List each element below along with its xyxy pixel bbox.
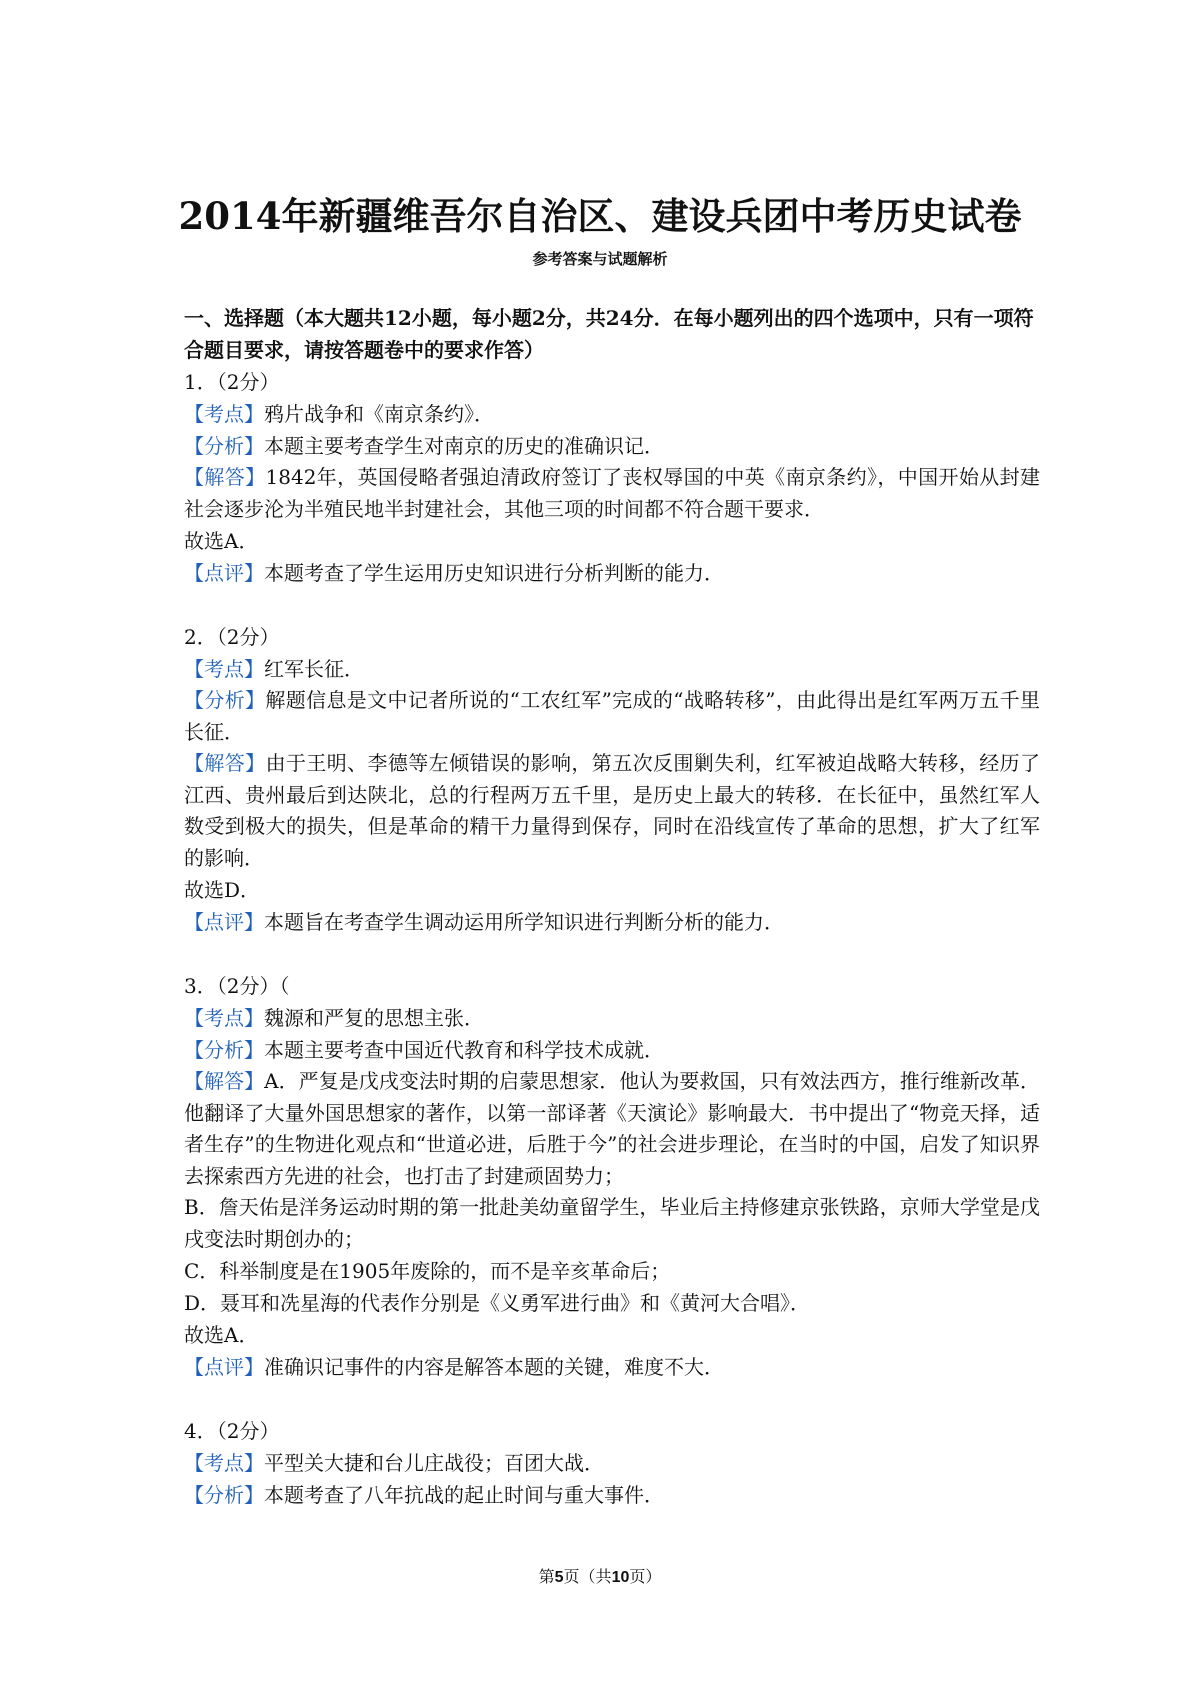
jieda-row bbox=[184, 1066, 1040, 1192]
kaodian-row bbox=[184, 1447, 1040, 1479]
question-number: 4．（2分） bbox=[184, 1419, 280, 1443]
question-4 bbox=[184, 1415, 1040, 1511]
answer-text: 故选A． bbox=[184, 529, 259, 553]
dianping-row bbox=[184, 906, 1040, 938]
footer-suffix: 页） bbox=[629, 1567, 662, 1586]
jieda-tag: 【解答】 bbox=[184, 1069, 265, 1093]
kaodian-text: 魏源和严复的思想主张． bbox=[264, 1006, 484, 1030]
page-subtitle: 参考答案与试题解析 bbox=[532, 250, 668, 268]
option-d-text: D．聂耳和冼星海的代表作分别是《义勇军进行曲》和《黄河大合唱》． bbox=[184, 1291, 811, 1315]
dianping-tag: 【点评】 bbox=[184, 1355, 264, 1379]
footer-page-number: 5 bbox=[554, 1569, 564, 1586]
jieda-row bbox=[184, 748, 1040, 874]
fenxi-text: 解题信息是文中记者所说的“工农红军”完成的“战略转移”，由此得出是红军两万五千里长征． bbox=[184, 688, 1040, 744]
jieda-text: 1842年，英国侵略者强迫清政府签订了丧权辱国的中英《南京条约》，中国开始从封建社会逐步沦为半殖民地半封建社会，其他三项的时间都不符合题干要求． bbox=[184, 465, 1040, 521]
fenxi-row bbox=[184, 1034, 1040, 1066]
answer-text: 故选D． bbox=[184, 878, 261, 902]
kaodian-text: 鸦片战争和《南京条约》． bbox=[264, 402, 494, 426]
fenxi-text: 本题考查了八年抗战的起止时间与重大事件． bbox=[264, 1483, 664, 1507]
dianping-text: 本题旨在考查学生调动运用所学知识进行判断分析的能力． bbox=[264, 910, 784, 934]
option-b-text: B．詹天佑是洋务运动时期的第一批赴美幼童留学生，毕业后主持修建京张铁路，京师大学堂是戊戌变法时期创办的； bbox=[184, 1195, 1040, 1251]
kaodian-row bbox=[184, 653, 1040, 685]
kaodian-tag: 【考点】 bbox=[184, 1006, 264, 1030]
page-content bbox=[184, 302, 1040, 1511]
page-footer bbox=[0, 1564, 1200, 1587]
footer-prefix: 第 bbox=[538, 1567, 555, 1586]
fenxi-row bbox=[184, 1479, 1040, 1511]
section-header: 一、选择题（本大题共12小题，每小题2分，共24分．在每小题列出的四个选项中，只有一项符合题目要求，请按答题卷中的要求作答） bbox=[184, 306, 1034, 362]
fenxi-tag: 【分析】 bbox=[184, 688, 266, 712]
dianping-text: 准确识记事件的内容是解答本题的关键，难度不大． bbox=[264, 1355, 724, 1379]
fenxi-text: 本题主要考查学生对南京的历史的准确识记． bbox=[264, 434, 664, 458]
kaodian-tag: 【考点】 bbox=[184, 657, 264, 681]
jieda-text: A．严复是戊戌变法时期的启蒙思想家．他认为要救国，只有效法西方，推行维新改革．他翻译了大量外国思想家的著作，以第一部译著《天演论》影响最大．书中提出了“物竞天择，适者生存”的生物进化观点和“世道必进，后胜于今”的社会进步理论，在当时的中国，启发了知识界去探索西方先进的社会，也打击了封建顽固势力； bbox=[184, 1069, 1040, 1188]
kaodian-row bbox=[184, 1002, 1040, 1034]
question-1 bbox=[184, 366, 1040, 589]
dianping-tag: 【点评】 bbox=[184, 561, 264, 585]
kaodian-text: 红军长征． bbox=[264, 657, 364, 681]
question-number: 2．（2分） bbox=[184, 625, 280, 649]
jieda-text: 由于王明、李德等左倾错误的影响，第五次反围剿失利，红军被迫战略大转移，经历了江西、贵州最后到达陕北，总的行程两万五千里，是历史上最大的转移．在长征中，虽然红军人数受到极大的损失，但是革命的精干力量得到保存，同时在沿线宣传了革命的思想，扩大了红军的影响． bbox=[184, 751, 1041, 870]
dianping-row bbox=[184, 1351, 1040, 1383]
kaodian-text: 平型关大捷和台儿庄战役；百团大战． bbox=[264, 1451, 604, 1475]
question-number: 1．（2分） bbox=[184, 370, 280, 394]
fenxi-tag: 【分析】 bbox=[184, 434, 264, 458]
kaodian-tag: 【考点】 bbox=[184, 1451, 264, 1475]
page-title: 2014年新疆维吾尔自治区、建设兵团中考历史试卷 bbox=[178, 194, 1022, 238]
footer-middle: 页（共 bbox=[563, 1567, 612, 1586]
jieda-row bbox=[184, 462, 1040, 525]
fenxi-text: 本题主要考查中国近代教育和科学技术成就． bbox=[264, 1038, 664, 1062]
kaodian-tag: 【考点】 bbox=[184, 402, 264, 426]
dianping-text: 本题考查了学生运用历史知识进行分析判断的能力． bbox=[264, 561, 724, 585]
answer-text: 故选A． bbox=[184, 1323, 259, 1347]
jieda-tag: 【解答】 bbox=[184, 465, 266, 489]
fenxi-row bbox=[184, 430, 1040, 462]
footer-total-pages: 10 bbox=[611, 1569, 630, 1586]
option-c-text: C．科举制度是在1905年废除的，而不是辛亥革命后； bbox=[184, 1259, 671, 1283]
fenxi-tag: 【分析】 bbox=[184, 1038, 264, 1062]
kaodian-row bbox=[184, 398, 1040, 430]
question-3 bbox=[184, 970, 1040, 1383]
fenxi-tag: 【分析】 bbox=[184, 1483, 264, 1507]
fenxi-row bbox=[184, 685, 1040, 748]
dianping-row bbox=[184, 557, 1040, 589]
dianping-tag: 【点评】 bbox=[184, 910, 264, 934]
question-2 bbox=[184, 621, 1040, 938]
jieda-tag: 【解答】 bbox=[184, 751, 266, 775]
question-number: 3．（2分）（ bbox=[184, 974, 290, 998]
